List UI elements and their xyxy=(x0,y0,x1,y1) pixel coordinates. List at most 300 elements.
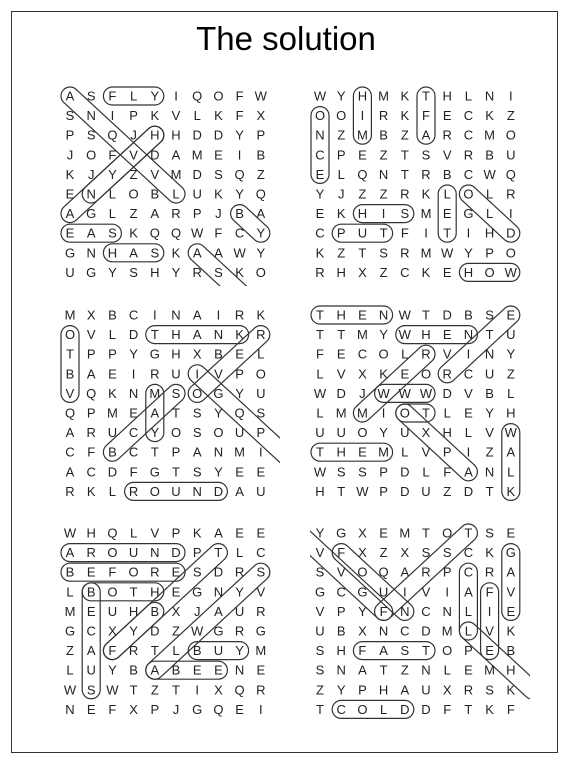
grid-letter: R xyxy=(400,245,410,261)
grid-letter: Y xyxy=(129,623,138,639)
grid-letter: T xyxy=(66,346,74,362)
grid-letter: S xyxy=(171,385,181,401)
grid-letter: H xyxy=(315,483,325,499)
grid-letter: X xyxy=(129,701,138,717)
grid-letter: R xyxy=(150,366,160,382)
grid-letter: K xyxy=(336,206,346,222)
grid-letter: A xyxy=(358,662,367,678)
grid-letter: T xyxy=(150,444,159,460)
grid-letter: M xyxy=(356,327,368,343)
grid-letter: W xyxy=(254,88,267,104)
grid-letter: V xyxy=(485,425,494,441)
grid-letter: W xyxy=(398,307,411,323)
grid-letter: Y xyxy=(315,186,325,202)
grid-letter: L xyxy=(485,186,494,202)
grid-letter: L xyxy=(507,464,515,480)
grid-letter: N xyxy=(86,186,96,202)
grid-letter: E xyxy=(379,525,388,541)
grid-letter: U xyxy=(86,662,96,678)
grid-letter: V xyxy=(315,545,325,561)
grid-letter: B xyxy=(485,385,494,401)
grid-letter: N xyxy=(463,327,474,343)
grid-letter: Y xyxy=(108,264,117,280)
grid-letter: T xyxy=(172,682,180,698)
grid-letter: A xyxy=(379,643,388,659)
grid-letter: K xyxy=(235,327,244,343)
grid-letter: S xyxy=(485,682,494,698)
grid-letter: C xyxy=(463,545,474,561)
grid-letter: I xyxy=(445,584,450,600)
grid-letter: M xyxy=(399,525,411,541)
grid-letter: R xyxy=(256,327,266,343)
grid-letter: N xyxy=(442,603,452,619)
grid-letter: H xyxy=(128,603,139,619)
grid-letter: B xyxy=(379,127,388,143)
grid-letter: U xyxy=(213,643,224,659)
grid-letter: T xyxy=(316,701,324,717)
grid-letter: Y xyxy=(214,464,223,480)
grid-letter: I xyxy=(402,584,407,600)
grid-letter: T xyxy=(337,483,346,499)
grid-letter: K xyxy=(485,545,494,561)
grid-letter: N xyxy=(150,545,160,561)
grid-letter: S xyxy=(400,643,410,659)
grid-letter: E xyxy=(442,206,452,222)
grid-letter: W xyxy=(313,385,327,401)
grid-letter: S xyxy=(442,545,452,561)
grid-letter: U xyxy=(171,366,181,382)
grid-letter: V xyxy=(442,147,452,163)
grid-letter: B xyxy=(235,206,244,222)
grid-letter: S xyxy=(192,564,202,580)
grid-letter: S xyxy=(256,405,266,421)
grid-letter: X xyxy=(358,545,367,561)
grid-letter: E xyxy=(506,603,516,619)
grid-letter: T xyxy=(337,327,346,343)
grid-letter: M xyxy=(378,444,390,460)
grid-letter: Q xyxy=(170,225,182,241)
solution-loop xyxy=(60,86,189,207)
grid-letter: W xyxy=(233,245,246,261)
grid-letter: Y xyxy=(235,127,244,143)
grid-letter: P xyxy=(150,701,160,717)
grid-letter: Y xyxy=(214,405,223,421)
grid-letter: S xyxy=(86,88,96,104)
grid-letter: W xyxy=(419,385,433,401)
grid-letter: B xyxy=(65,564,75,580)
grid-letter: K xyxy=(192,525,202,541)
grid-letter: O xyxy=(86,147,97,163)
grid-letter: F xyxy=(87,444,96,460)
grid-letter: I xyxy=(466,444,471,460)
grid-letter: M xyxy=(335,405,347,421)
grid-letter: O xyxy=(107,545,118,561)
grid-letter: T xyxy=(422,525,430,541)
grid-letter: W xyxy=(483,166,496,182)
grid-letter: Y xyxy=(108,166,117,182)
solution-loop xyxy=(142,559,273,682)
grid-letter: P xyxy=(192,545,202,561)
grid-letter: Z xyxy=(506,108,515,124)
grid-letter: B xyxy=(171,662,181,678)
grid-letter: E xyxy=(400,366,410,382)
grid-letter: L xyxy=(464,425,473,441)
grid-letter: K xyxy=(485,108,494,124)
grid-letter: L xyxy=(337,166,345,182)
grid-letter: T xyxy=(214,545,223,561)
grid-letter: I xyxy=(466,225,471,241)
grid-letter: V xyxy=(171,108,181,124)
grid-letter: R xyxy=(234,564,245,580)
grid-letter: B xyxy=(108,444,117,460)
grid-letter: E xyxy=(192,662,202,678)
grid-letter: E xyxy=(214,147,223,163)
grid-letter: L xyxy=(108,483,117,499)
grid-letter: H xyxy=(357,88,368,104)
grid-letter: E xyxy=(171,564,181,580)
grid-letter: I xyxy=(131,366,136,382)
grid-letter: T xyxy=(379,662,388,678)
grid-letter: A xyxy=(192,444,202,460)
grid-letter: A xyxy=(192,307,202,323)
grid-letter: Y xyxy=(464,245,473,261)
grid-letter: D xyxy=(171,545,181,561)
page-title: The solution xyxy=(196,20,376,57)
grid-letter: C xyxy=(65,444,75,460)
grid-letter: R xyxy=(234,623,245,639)
grid-letter: F xyxy=(400,225,409,241)
grid-letter: J xyxy=(130,127,137,143)
grid-letter: G xyxy=(336,525,347,541)
grid-letter: W xyxy=(356,483,369,499)
grid-letter: Z xyxy=(256,166,265,182)
grid-letter: D xyxy=(192,127,202,143)
grid-letter: S xyxy=(358,464,367,480)
grid-letter: A xyxy=(421,127,431,143)
grid-letter: U xyxy=(378,584,389,600)
grid-letter: U xyxy=(315,425,325,441)
grid-letter: M xyxy=(420,206,432,222)
grid-letter: Y xyxy=(379,327,388,343)
grid-letter: U xyxy=(506,327,516,343)
grid-letter: G xyxy=(314,584,326,600)
grid-letter: I xyxy=(508,206,513,222)
grid-letter: C xyxy=(315,147,325,163)
grid-letter: U xyxy=(357,225,368,241)
grid-letter: A xyxy=(86,643,96,659)
word-search-puzzle-3 xyxy=(60,305,280,505)
grid-letter: M xyxy=(356,127,368,143)
grid-letter: C xyxy=(336,584,346,600)
grid-letter: P xyxy=(235,366,244,382)
grid-letter: S xyxy=(65,108,75,124)
grid-letter: E xyxy=(336,346,346,362)
grid-letter: P xyxy=(129,108,138,124)
grid-letter: D xyxy=(213,127,224,143)
grid-letter: Q xyxy=(357,166,368,182)
grid-letter: B xyxy=(129,662,138,678)
grid-letter: F xyxy=(108,643,117,659)
grid-letter: E xyxy=(506,307,516,323)
grid-letter: B xyxy=(442,166,452,182)
grid-letter: E xyxy=(235,346,244,362)
grid-letter: R xyxy=(192,264,202,280)
grid-letter: M xyxy=(149,385,161,401)
grid-letter: V xyxy=(129,147,138,163)
grid-letter: H xyxy=(442,425,452,441)
grid-letter: N xyxy=(86,245,96,261)
grid-letter: O xyxy=(336,108,347,124)
grid-letter: U xyxy=(315,623,325,639)
grid-letter: D xyxy=(400,701,410,717)
grid-letter: L xyxy=(379,701,388,717)
grid-letter: E xyxy=(358,444,367,460)
grid-letter: M xyxy=(64,307,76,323)
grid-letter: K xyxy=(150,108,160,124)
grid-letter: R xyxy=(506,186,516,202)
grid-letter: A xyxy=(464,464,473,480)
grid-letter: E xyxy=(358,147,367,163)
grid-letter: U xyxy=(256,385,266,401)
solution-loop xyxy=(100,540,231,663)
grid-letter: S xyxy=(86,682,96,698)
grid-letter: A xyxy=(464,584,473,600)
grid-letter: W xyxy=(63,682,77,698)
grid-letter: I xyxy=(152,307,157,323)
word-search-puzzle-4 xyxy=(310,305,530,505)
grid-letter: H xyxy=(336,307,346,323)
grid-letter: E xyxy=(315,166,325,182)
grid-letter: J xyxy=(359,385,366,401)
grid-letter: N xyxy=(128,385,139,401)
grid-letter: W xyxy=(63,525,77,541)
grid-letter: Y xyxy=(235,584,244,600)
grid-letter: X xyxy=(358,264,367,280)
grid-letter: R xyxy=(128,483,139,499)
grid-letter: Y xyxy=(336,682,346,698)
grid-letter: Z xyxy=(379,147,388,163)
grid-letter: E xyxy=(86,603,96,619)
grid-letter: E xyxy=(235,525,244,541)
grid-letter: B xyxy=(485,147,494,163)
grid-letter: D xyxy=(213,564,224,580)
grid-letter: P xyxy=(171,444,181,460)
grid-letter: U xyxy=(421,483,431,499)
grid-letter: X xyxy=(358,623,367,639)
grid-letter: A xyxy=(192,327,202,343)
word-search-puzzle-6 xyxy=(310,523,530,723)
grid-letter: P xyxy=(336,225,346,241)
grid-letter: L xyxy=(485,206,494,222)
grid-letter: A xyxy=(65,464,75,480)
grid-letter: V xyxy=(442,346,452,362)
grid-letter: L xyxy=(507,385,515,401)
grid-letter: N xyxy=(421,662,431,678)
grid-letter: O xyxy=(357,701,368,717)
grid-letter: Y xyxy=(379,425,388,441)
grid-letter: L xyxy=(66,662,74,678)
grid-letter: Y xyxy=(235,186,244,202)
grid-letter: I xyxy=(195,366,200,382)
grid-letter: G xyxy=(86,206,97,222)
grid-letter: G xyxy=(463,206,474,222)
grid-letter: I xyxy=(258,701,263,717)
grid-letter: L xyxy=(172,186,180,202)
grid-letter: W xyxy=(313,464,327,480)
grid-letter: Q xyxy=(149,225,160,241)
grid-letter: J xyxy=(172,701,180,717)
grid-letter: T xyxy=(129,682,138,698)
grid-letter: T xyxy=(422,307,430,323)
grid-letter: S xyxy=(86,127,96,143)
grid-letter: G xyxy=(213,623,224,639)
grid-letter: J xyxy=(87,166,95,182)
grid-letter: G xyxy=(213,385,224,401)
grid-letter: B xyxy=(150,186,160,202)
grid-letter: Q xyxy=(64,405,76,421)
grid-letter: A xyxy=(65,425,75,441)
grid-letter: P xyxy=(192,206,202,222)
grid-letter: V xyxy=(506,584,516,600)
grid-letter: K xyxy=(400,108,410,124)
grid-letter: U xyxy=(234,603,245,619)
grid-letter: C xyxy=(400,623,410,639)
grid-letter: I xyxy=(174,88,178,104)
grid-letter: T xyxy=(464,701,473,717)
grid-letter: O xyxy=(314,108,326,124)
grid-letter: L xyxy=(316,366,324,382)
grid-letter: O xyxy=(170,425,182,441)
grid-letter: W xyxy=(504,425,517,441)
grid-letter: H xyxy=(463,264,474,280)
grid-letter: Z xyxy=(379,186,388,202)
grid-letter: K xyxy=(506,623,516,639)
grid-letter: V xyxy=(336,564,346,580)
grid-letter: K xyxy=(400,88,410,104)
grid-letter: N xyxy=(378,307,389,323)
grid-letter: Z xyxy=(337,245,346,261)
grid-letter: C xyxy=(463,166,474,182)
grid-letter: M xyxy=(484,127,496,143)
grid-letter: T xyxy=(422,643,430,659)
grid-letter: O xyxy=(357,425,368,441)
grid-letter: A xyxy=(506,444,516,460)
grid-letter: D xyxy=(421,701,431,717)
grid-letter: W xyxy=(191,623,204,639)
grid-letter: A xyxy=(65,88,75,104)
grid-letter: P xyxy=(485,245,494,261)
grid-letter: O xyxy=(420,366,432,382)
grid-letter: N xyxy=(378,166,389,182)
grid-letter: M xyxy=(64,603,76,619)
grid-letter: X xyxy=(358,366,367,382)
solution-loop xyxy=(61,563,185,581)
grid-letter: C xyxy=(315,225,325,241)
grid-letter: V xyxy=(256,584,266,600)
grid-letter: P xyxy=(108,346,117,362)
grid-letter: O xyxy=(107,584,118,600)
grid-letter: F xyxy=(108,88,117,104)
grid-letter: N xyxy=(213,584,224,600)
grid-letter: O xyxy=(505,127,516,143)
grid-letter: D xyxy=(463,483,474,499)
grid-letter: A xyxy=(400,564,410,580)
grid-letter: S xyxy=(214,166,223,182)
grid-letter: T xyxy=(150,327,159,343)
grid-letter: Y xyxy=(129,346,138,362)
grid-letter: E xyxy=(442,108,452,124)
grid-letter: T xyxy=(316,444,324,460)
grid-letter: R xyxy=(65,483,75,499)
grid-letter: O xyxy=(484,264,495,280)
grid-letter: W xyxy=(504,264,517,280)
grid-letter: T xyxy=(400,166,409,182)
grid-letter: B xyxy=(86,584,96,600)
grid-letter: Q xyxy=(255,186,266,202)
grid-letter: H xyxy=(421,327,431,343)
grid-letter: L xyxy=(129,88,138,104)
grid-letter: K xyxy=(235,264,244,280)
grid-letter: H xyxy=(171,327,181,343)
grid-letter: H xyxy=(150,264,160,280)
grid-letter: W xyxy=(191,225,204,241)
grid-letter: X xyxy=(171,603,181,619)
grid-letter: C xyxy=(128,307,139,323)
grid-letter: Y xyxy=(150,88,160,104)
grid-letter: X xyxy=(192,346,202,362)
grid-letter: F xyxy=(422,108,430,124)
grid-letter: K xyxy=(108,385,117,401)
grid-letter: P xyxy=(65,127,75,143)
grid-letter: L xyxy=(316,405,324,421)
grid-letter: F xyxy=(506,701,515,717)
grid-letter: X xyxy=(256,108,266,124)
grid-letter: A xyxy=(214,525,223,541)
grid-letter: L xyxy=(443,405,451,421)
grid-letter: O xyxy=(128,564,139,580)
grid-letter: B xyxy=(192,643,202,659)
grid-letter: C xyxy=(463,108,474,124)
grid-letter: T xyxy=(422,88,430,104)
grid-letter: C xyxy=(128,444,139,460)
grid-letter: I xyxy=(237,147,242,163)
grid-letter: X xyxy=(400,545,410,561)
grid-letter: Q xyxy=(86,385,97,401)
grid-letter: E xyxy=(442,264,452,280)
grid-letter: P xyxy=(171,525,181,541)
grid-letter: I xyxy=(424,225,428,241)
grid-letter: A xyxy=(171,147,181,163)
grid-letter: E xyxy=(464,662,473,678)
grid-letter: S xyxy=(315,662,325,678)
grid-letter: O xyxy=(64,327,76,343)
grid-letter: H xyxy=(506,662,516,678)
grid-letter: L xyxy=(108,186,117,202)
grid-letter: Z xyxy=(506,366,515,382)
grid-letter: O xyxy=(442,525,453,541)
grid-letter: X xyxy=(421,425,431,441)
grid-letter: W xyxy=(377,385,390,401)
grid-letter: C xyxy=(463,564,474,580)
grid-letter: N xyxy=(484,88,495,104)
grid-letter: N xyxy=(171,307,181,323)
grid-letter: Z xyxy=(337,127,346,143)
grid-letter: K xyxy=(171,245,181,261)
grid-letter: C xyxy=(86,623,96,639)
grid-letter: G xyxy=(64,623,76,639)
grid-letter: F xyxy=(337,545,346,561)
grid-letter: G xyxy=(192,701,203,717)
